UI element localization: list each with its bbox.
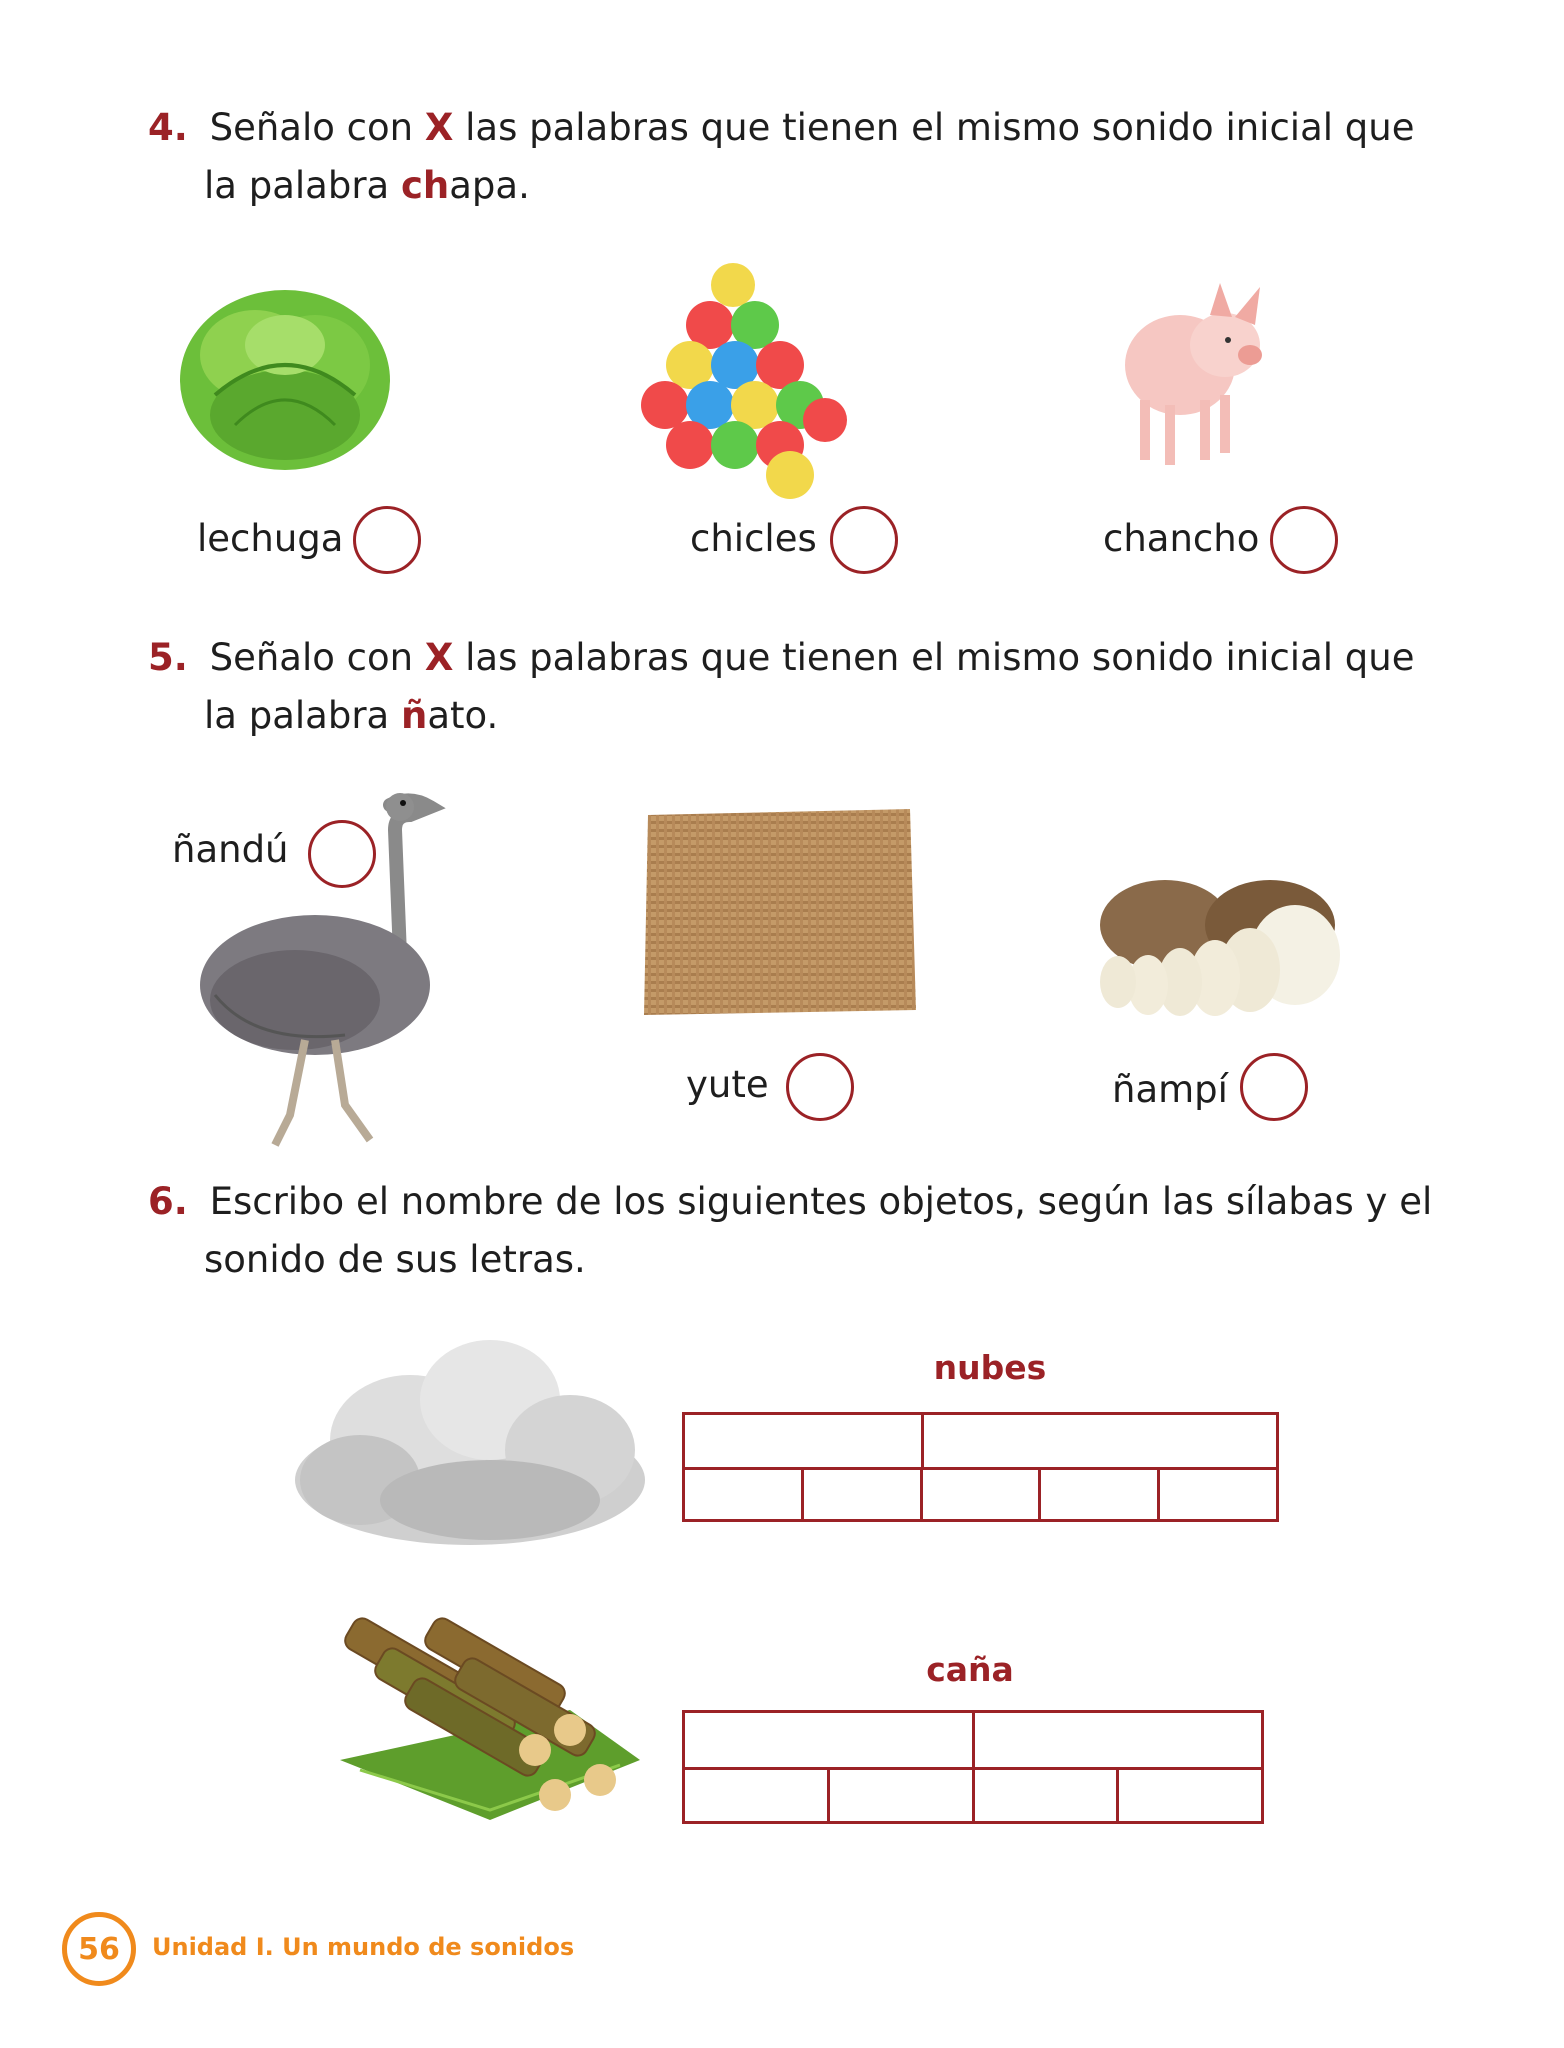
letter-box[interactable] [1038,1470,1157,1522]
page-number: 56 [62,1912,136,1986]
syllable-row [685,1713,1261,1767]
answer-word: chancho [1103,517,1260,560]
syllable-box[interactable] [921,1415,1276,1467]
answer-word: ñampí [1112,1068,1228,1111]
cloud-image [290,1330,650,1555]
syllable-row [685,1415,1276,1467]
q6-line1 [148,1180,1432,1224]
lettuce-image [175,275,395,475]
q5-line2 [204,694,498,738]
letter-box[interactable] [1157,1470,1276,1522]
writing-grid-nubes [682,1412,1279,1522]
q5-text-c: la palabra [204,694,401,737]
q6-text-a: Escribo el nombre de los siguientes objetos, según las sílabas y el [209,1180,1433,1223]
unit-title: Unidad I. Un mundo de sonidos [152,1933,575,1961]
q5-target-rest: ato. [427,694,499,737]
q6-line2 [204,1238,586,1282]
q5-text-b: las palabras que tienen el mismo sonido inicial que [453,636,1415,679]
burlap-image [640,805,920,1020]
answer-word: yute [686,1063,769,1106]
answer-circle-nandu[interactable] [308,820,376,888]
grid-title-cana: caña [926,1650,1014,1689]
q5-number: 5. [148,636,188,679]
q5-line1 [148,636,1415,680]
letter-box[interactable] [1116,1770,1261,1824]
taro-image [1080,870,1350,1020]
q4-number: 4. [148,106,188,149]
q6-number: 6. [148,1180,188,1223]
letter-row [685,1767,1261,1824]
letter-box[interactable] [685,1770,827,1824]
letter-box[interactable] [972,1770,1117,1824]
answer-word: chicles [690,517,817,560]
q4-line1 [148,106,1415,150]
syllable-box[interactable] [685,1713,972,1767]
q5-mark: X [424,636,454,679]
syllable-box[interactable] [972,1713,1262,1767]
answer-circle-yute[interactable] [786,1053,854,1121]
writing-grid-cana [682,1710,1264,1824]
q6-text-b: sonido de sus letras. [204,1238,586,1281]
q4-mark: X [424,106,454,149]
q4-line2 [204,164,530,208]
q4-text-b: las palabras que tienen el mismo sonido inicial que [453,106,1415,149]
gumballs-image [640,260,860,500]
q5-text-a: Señalo con [209,636,425,679]
answer-circle-lechuga[interactable] [353,506,421,574]
answer-circle-nampi[interactable] [1240,1053,1308,1121]
q4-target-highlight: ch [400,164,450,207]
q4-text-a: Señalo con [209,106,425,149]
letter-box[interactable] [801,1470,920,1522]
syllable-box[interactable] [685,1415,921,1467]
letter-box[interactable] [920,1470,1039,1522]
answer-circle-chicles[interactable] [830,506,898,574]
answer-word: lechuga [197,517,344,560]
letter-box[interactable] [685,1470,801,1522]
q4-text-c: la palabra [204,164,401,207]
sugarcane-image [320,1610,650,1840]
q5-target-highlight: ñ [400,694,428,737]
q4-target-rest: apa. [449,164,530,207]
letter-box[interactable] [827,1770,972,1824]
letter-row [685,1467,1276,1522]
answer-word: ñandú [172,828,289,871]
piglet-image [1110,275,1270,475]
grid-title-nubes: nubes [933,1348,1047,1387]
answer-circle-chancho[interactable] [1270,506,1338,574]
